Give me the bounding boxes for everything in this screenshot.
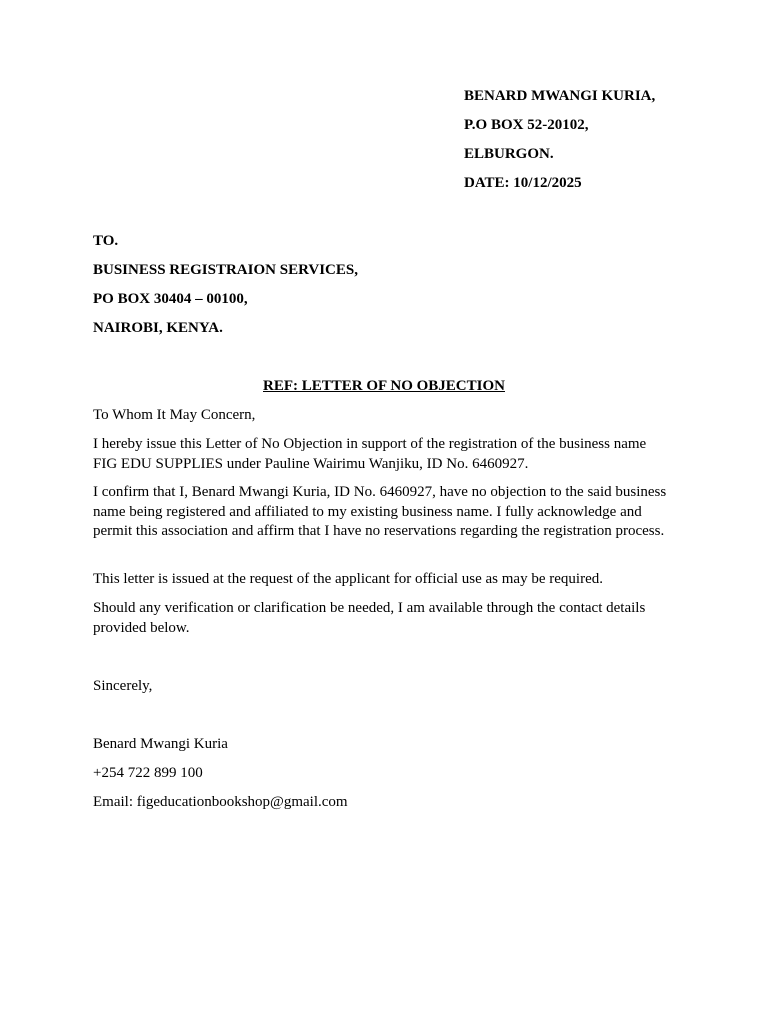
body-paragraph: I confirm that I, Benard Mwangi Kuria, ID No. 6460927, have no objection to the said business name being registered and affiliated to my existing business name. I fully acknowledge and permit this association and affirm that I have no reservations regarding the registration process. — [93, 484, 667, 539]
signatory-name: Benard Mwangi Kuria — [93, 736, 228, 752]
closing: Sincerely, — [93, 678, 153, 694]
sender-box: P.O BOX 52-20102, — [464, 117, 589, 133]
signatory-phone: +254 722 899 100 — [93, 765, 203, 781]
sender-town: ELBURGON. — [464, 146, 554, 162]
sender-name: BENARD MWANGI KURIA, — [464, 88, 656, 104]
recipient-org: BUSINESS REGISTRAION SERVICES, — [93, 262, 358, 278]
recipient-to: TO. — [93, 233, 119, 249]
salutation: To Whom It May Concern, — [93, 407, 256, 423]
recipient-box: PO BOX 30404 – 00100, — [93, 291, 248, 307]
recipient-city: NAIROBI, KENYA. — [93, 320, 223, 336]
signatory-email: Email: figeducationbookshop@gmail.com — [93, 794, 348, 810]
body-paragraph: Should any verification or clarification be needed, I am available through the contact details provided below. — [93, 600, 646, 636]
letter-date: DATE: 10/12/2025 — [464, 175, 582, 191]
reference-heading: REF: LETTER OF NO OBJECTION — [263, 378, 505, 394]
body-paragraph: I hereby issue this Letter of No Objection in support of the registration of the business name FIG EDU SUPPLIES under Pauline Wairimu Wanjiku, ID No. 6460927. — [93, 436, 647, 472]
body-paragraph: This letter is issued at the request of the applicant for official use as may be required. — [93, 571, 603, 587]
